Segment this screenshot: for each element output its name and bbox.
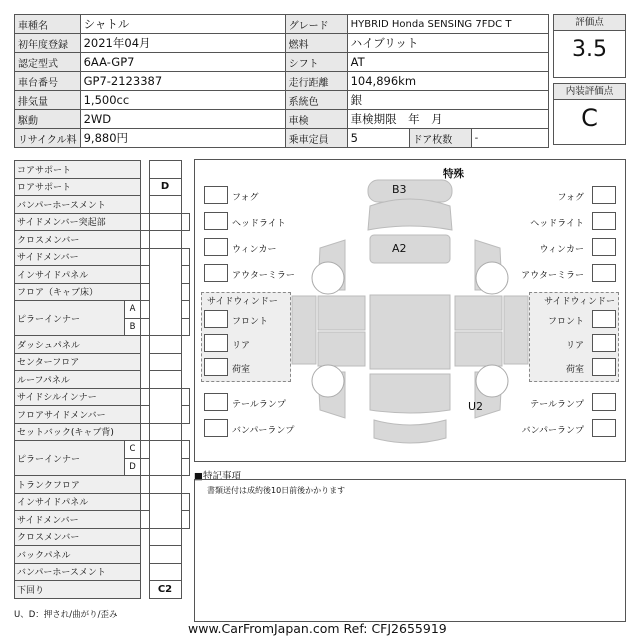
mark-b3: B3 [392, 183, 407, 196]
checkbox-cargo-window-right [592, 358, 616, 376]
part-pillar-inner-cd: ピラーインナー [15, 441, 125, 476]
label-shift: シフト [285, 53, 347, 72]
label-model: 車種名 [15, 15, 81, 34]
pillar-sub-a: A [125, 301, 141, 319]
label-headlight-right: ヘッドライト [530, 219, 584, 229]
label-color: 系統色 [285, 91, 347, 110]
label-winker-right: ウィンカー [539, 245, 584, 255]
label-type: 認定型式 [15, 53, 81, 72]
checkbox-cargo-window-left [204, 358, 228, 376]
label-cargo-window-left: 荷室 [232, 365, 251, 375]
label-grade: グレード [285, 15, 347, 34]
mark-lower-support: D [149, 178, 181, 196]
label-mirror-right: アウターミラー [521, 271, 584, 281]
car-windshield [370, 235, 450, 263]
label-chassis: 車台番号 [15, 72, 81, 91]
parts-table [14, 160, 190, 599]
part-roof-panel: ルーフパネル [15, 371, 141, 389]
value-fuel: ハイブリット [347, 34, 548, 53]
label-displacement: 排気量 [15, 91, 81, 110]
checkbox-winker-right [592, 238, 616, 256]
part-pillar-inner-ab: ピラーインナー [15, 301, 125, 336]
pillar-sub-b: B [125, 318, 141, 336]
mark-underbody: C2 [149, 581, 181, 599]
label-inspection: 車検 [285, 110, 347, 129]
part-lower-support: ロアサポート [15, 178, 141, 196]
part-cross-member-rear: クロスメンバー [15, 528, 141, 546]
label-bumper-lamp-left: バンパーランプ [232, 426, 295, 436]
label-doors: ドア枚数 [409, 129, 471, 148]
diagram-title: 特殊 [443, 168, 464, 180]
car-right-front-door [455, 296, 502, 330]
label-rear-window-left: リア [232, 341, 251, 351]
value-color: 銀 [347, 91, 548, 110]
legend-note: U、D：押され/曲がり/歪み [14, 610, 118, 620]
value-drive: 2WD [80, 110, 285, 129]
part-side-member-front: サイドメンバー [15, 248, 141, 266]
label-fuel: 燃料 [285, 34, 347, 53]
part-core-support: コアサポート [15, 161, 141, 179]
label-side-window-right: サイドウィンドー [544, 297, 615, 307]
part-side-member-rear: サイドメンバー [15, 511, 141, 529]
label-winker-left: ウィンカー [232, 245, 277, 255]
value-shift: AT [347, 53, 548, 72]
value-type: 6AA-GP7 [80, 53, 285, 72]
checkbox-fog-left [204, 186, 228, 204]
part-floor-cab: フロア（キャブ床） [15, 283, 141, 301]
car-hood [368, 199, 452, 230]
checkbox-mirror-right [592, 264, 616, 282]
interior-score-box [553, 83, 626, 145]
label-tail-right: テールランプ [530, 400, 584, 410]
checkbox-headlight-left [204, 212, 228, 230]
car-rear-window [370, 374, 450, 413]
part-inside-panel-rear: インサイドパネル [15, 493, 141, 511]
label-rear-window-right: リア [565, 341, 584, 351]
value-inspection: 車検期限 年 月 [347, 110, 548, 129]
vehicle-info-table [14, 14, 549, 148]
checkbox-rear-window-right [592, 334, 616, 352]
value-recycle: 9,880円 [80, 129, 285, 148]
checkbox-front-window-right [592, 310, 616, 328]
score-value: 3.5 [572, 37, 607, 62]
label-side-window-left: サイドウィンドー [207, 297, 278, 307]
label-mirror-left: アウターミラー [232, 271, 295, 281]
checkbox-winker-left [204, 238, 228, 256]
mark-u2: U2 [468, 400, 484, 413]
label-tail-left: テールランプ [232, 400, 286, 410]
part-floor-side-member: フロアサイドメンバー [15, 406, 141, 424]
value-first-reg: 2021年04月 [80, 34, 285, 53]
label-capacity: 乗車定員 [285, 129, 347, 148]
remarks-box [194, 479, 626, 622]
pillar-sub-d: D [125, 458, 141, 476]
label-recycle: リサイクル料 [15, 129, 81, 148]
remarks-text: 書類送付は成約後10日前後かかります [207, 486, 346, 495]
label-front-window-left: フロント [232, 317, 269, 327]
label-fog-left: フォグ [232, 193, 259, 203]
score-box [553, 14, 626, 78]
checkbox-rear-window-left [204, 334, 228, 352]
part-trunk-floor: トランクフロア [15, 476, 141, 494]
mark-a2: A2 [392, 242, 407, 255]
value-doors: - [471, 129, 548, 148]
car-left-side-window [292, 296, 316, 364]
checkbox-bumper-lamp-right [592, 419, 616, 437]
part-setback: セットバック(キャブ背) [15, 423, 141, 441]
interior-score-label: 内装評価点 [554, 84, 625, 100]
wheel-rear-right [476, 365, 508, 397]
label-headlight-left: ヘッドライト [232, 219, 286, 229]
damage-diagram [194, 159, 626, 462]
part-side-sill-inner: サイドシルインナー [15, 388, 141, 406]
part-cross-member-front: クロスメンバー [15, 231, 141, 249]
car-left-rear-door [318, 332, 365, 366]
label-bumper-lamp-right: バンパーランプ [521, 426, 584, 436]
label-fog-right: フォグ [557, 193, 584, 203]
part-back-panel: バックパネル [15, 546, 141, 564]
wheel-rear-left [312, 365, 344, 397]
label-cargo-window-right: 荷室 [565, 365, 584, 375]
part-side-member-protrusion: サイドメンバー突起部 [15, 213, 141, 231]
part-inside-panel-front: インサイドパネル [15, 266, 141, 284]
label-mileage: 走行距離 [285, 72, 347, 91]
checkbox-fog-right [592, 186, 616, 204]
checkbox-headlight-right [592, 212, 616, 230]
value-model: シャトル [80, 15, 285, 34]
wheel-front-right [476, 262, 508, 294]
checkbox-mirror-left [204, 264, 228, 282]
car-right-rear-door [455, 332, 502, 366]
value-mileage: 104,896km [347, 72, 548, 91]
car-right-side-window [504, 296, 528, 364]
wheel-front-left [312, 262, 344, 294]
label-first-reg: 初年度登録 [15, 34, 81, 53]
checkbox-tail-left [204, 393, 228, 411]
label-drive: 駆動 [15, 110, 81, 129]
part-bumper-reinforce-rear: バンパーホースメント [15, 563, 141, 581]
value-grade: HYBRID Honda SENSING 7FDC T [347, 15, 548, 34]
remarks-label: ■特記事項 [194, 471, 241, 482]
interior-score-value: C [581, 104, 598, 132]
car-diagram [290, 178, 530, 453]
part-underbody: 下回り [15, 581, 141, 599]
part-dash-panel: ダッシュパネル [15, 336, 141, 354]
part-bumper-reinforce-front: バンパーホースメント [15, 196, 141, 214]
pillar-sub-c: C [125, 441, 141, 459]
part-center-floor: センターフロア [15, 353, 141, 371]
value-capacity: 5 [347, 129, 409, 148]
car-rear-bumper [374, 420, 446, 443]
car-roof [370, 295, 450, 369]
score-label: 評価点 [554, 15, 625, 31]
footer-watermark: www.CarFromJapan.com Ref: CFJ2655919 [188, 621, 447, 636]
value-displacement: 1,500cc [80, 91, 285, 110]
value-chassis: GP7-2123387 [80, 72, 285, 91]
car-left-front-door [318, 296, 365, 330]
checkbox-front-window-left [204, 310, 228, 328]
label-front-window-right: フロント [547, 317, 584, 327]
checkbox-tail-right [592, 393, 616, 411]
checkbox-bumper-lamp-left [204, 419, 228, 437]
